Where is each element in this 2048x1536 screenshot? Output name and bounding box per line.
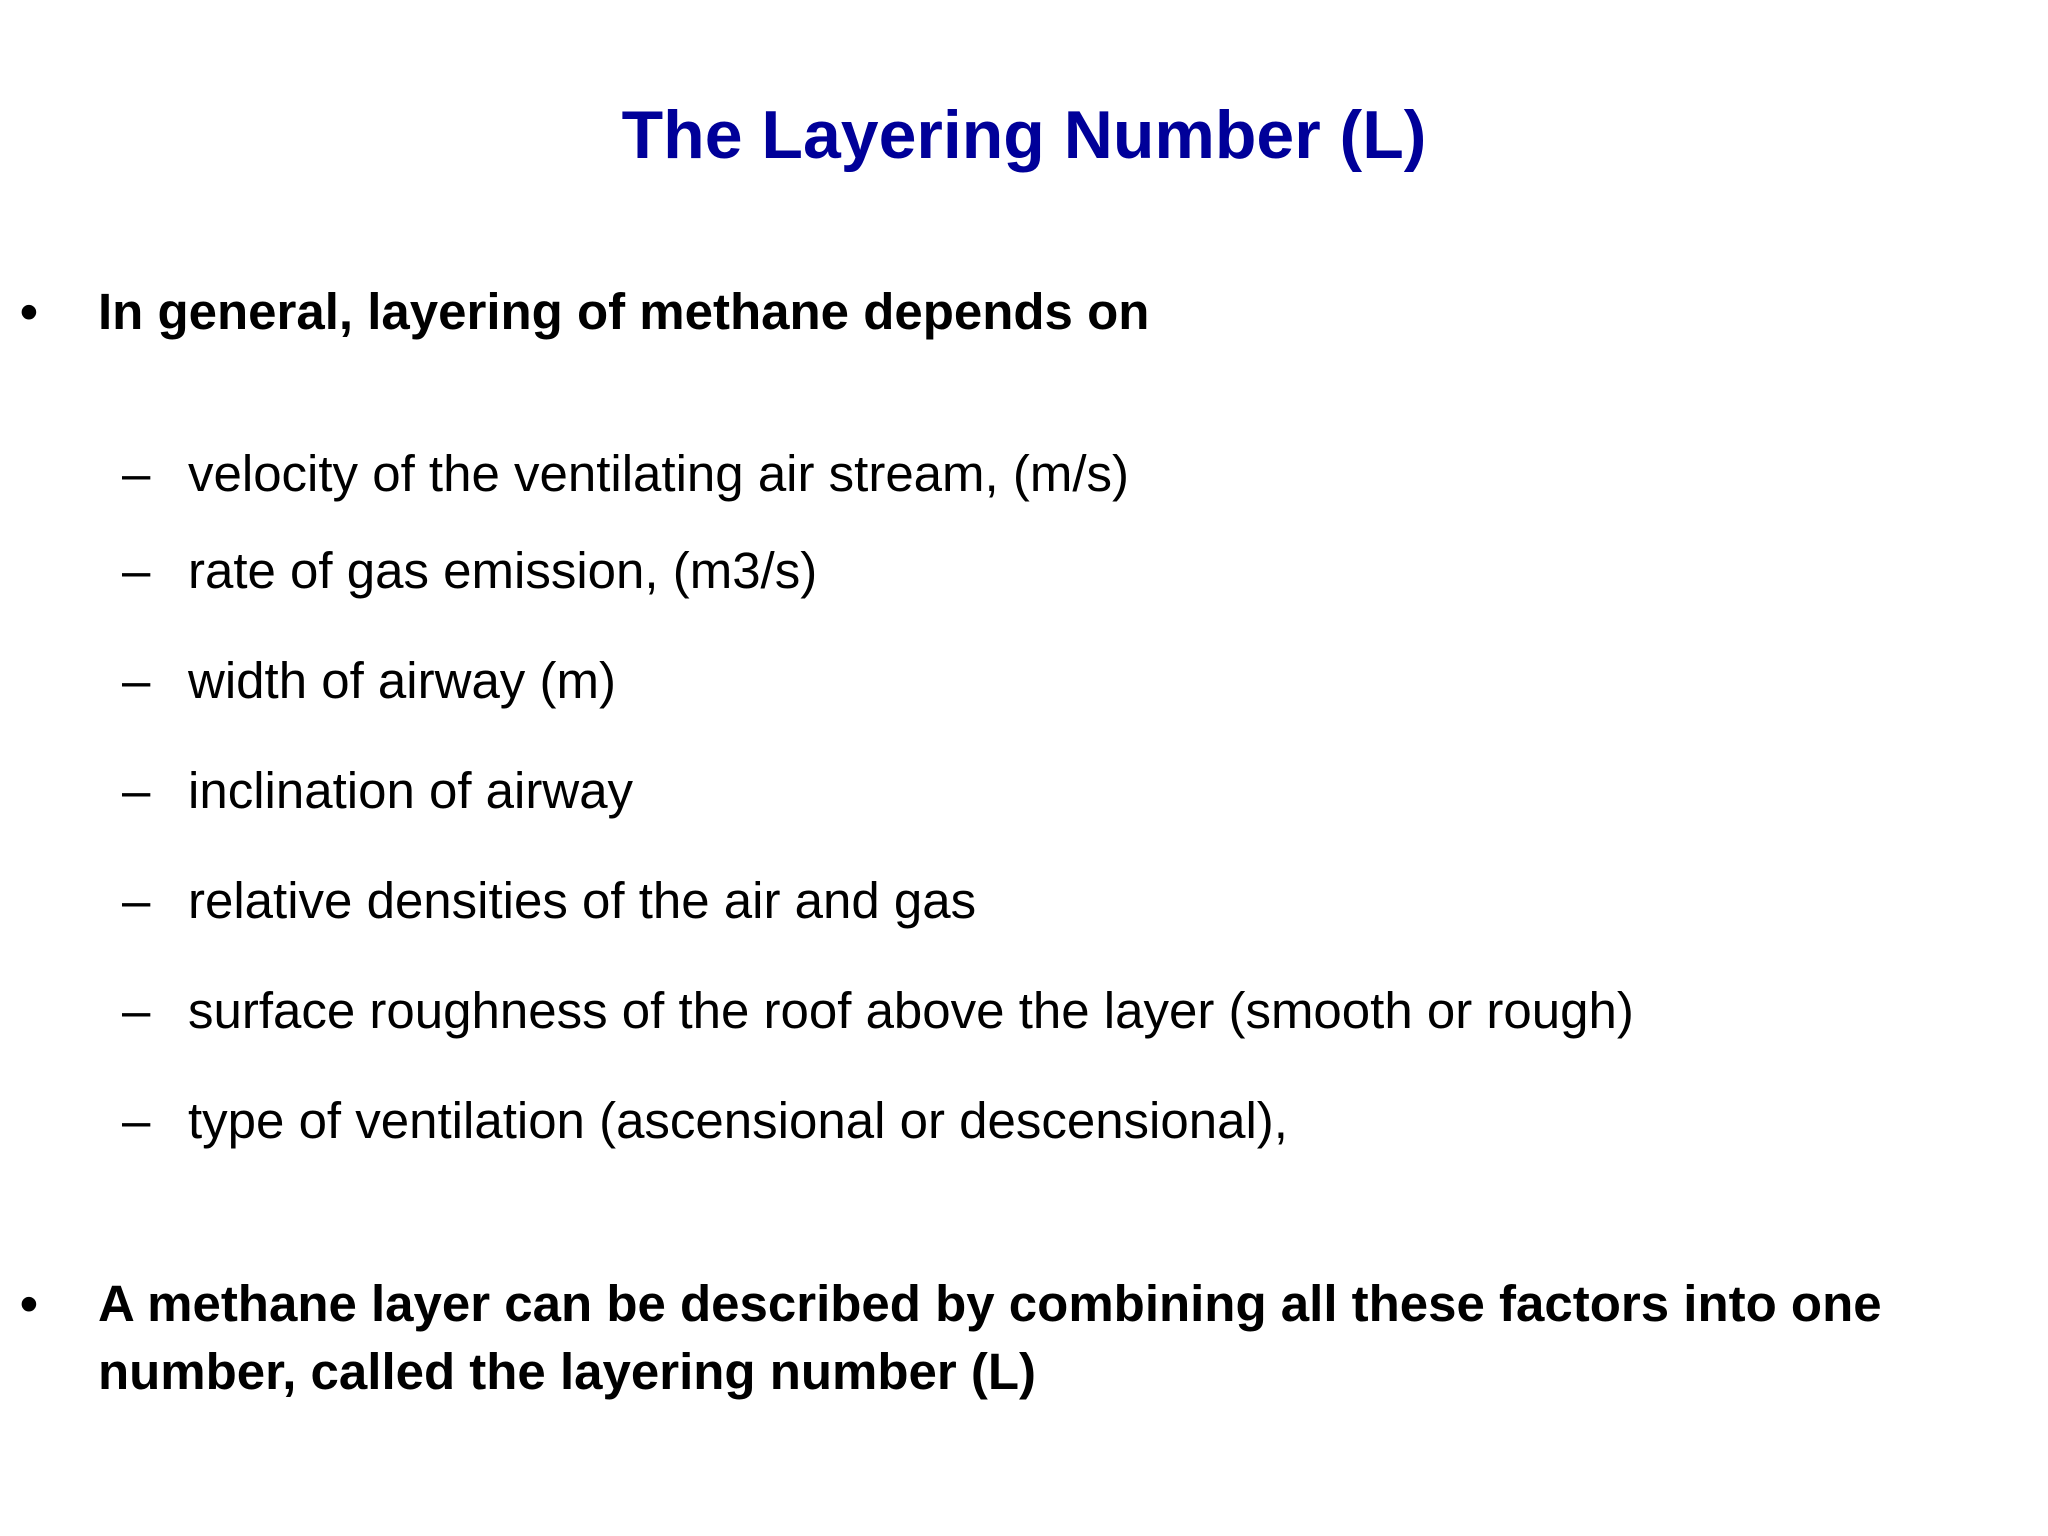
dash-icon: – bbox=[122, 542, 151, 599]
dash-icon: – bbox=[122, 445, 151, 502]
bullet-text: A methane layer can be described by combining all these factors into one number, called the layering number (L) bbox=[98, 1275, 1882, 1400]
sub-item-text: surface roughness of the roof above the layer (smooth or rough) bbox=[188, 982, 1634, 1039]
sub-item-text: width of airway (m) bbox=[188, 652, 616, 709]
dash-icon: – bbox=[122, 1092, 151, 1149]
dash-icon: – bbox=[122, 872, 151, 929]
dash-icon: – bbox=[122, 762, 151, 819]
dash-icon: – bbox=[122, 652, 151, 709]
sub-item-text: velocity of the ventilating air stream, (m/s) bbox=[188, 445, 1129, 502]
bullet-text: In general, layering of methane depends on bbox=[98, 283, 1150, 340]
sub-item-text: inclination of airway bbox=[188, 762, 634, 819]
bullet-icon: • bbox=[20, 1275, 38, 1332]
slide-title: The Layering Number (L) bbox=[621, 97, 1427, 173]
sub-item-text: relative densities of the air and gas bbox=[188, 872, 977, 929]
dash-icon: – bbox=[122, 982, 151, 1039]
sub-item-text: rate of gas emission, (m3/s) bbox=[188, 542, 818, 599]
bullet-icon: • bbox=[20, 283, 38, 340]
sub-item-text: type of ventilation (ascensional or descensional), bbox=[188, 1092, 1288, 1149]
